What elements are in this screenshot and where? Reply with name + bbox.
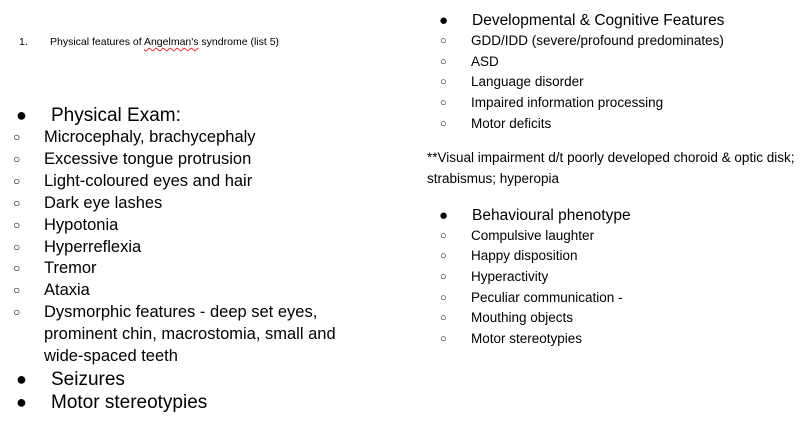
left-column bbox=[0, 104, 400, 414]
list-item-label: Seizures bbox=[51, 368, 125, 390]
hollow-bullet-icon: ○ bbox=[440, 229, 447, 242]
list-item bbox=[0, 258, 344, 280]
hollow-bullet-icon: ○ bbox=[13, 173, 21, 188]
list-item-text: Ataxia bbox=[44, 281, 90, 300]
filled-bullet-icon: ● bbox=[16, 391, 27, 412]
list-item-text: Peculiar communication - bbox=[471, 289, 623, 305]
heading-text-before: Physical features of bbox=[50, 36, 144, 48]
list-item-label: Motor stereotypies bbox=[51, 391, 208, 413]
physical-exam-sublist bbox=[0, 127, 400, 368]
hollow-bullet-icon: ○ bbox=[440, 35, 447, 47]
list-item bbox=[0, 171, 344, 193]
hollow-bullet-icon: ○ bbox=[440, 55, 447, 68]
hollow-bullet-icon: ○ bbox=[13, 151, 21, 166]
list-item-text: ASD bbox=[471, 53, 499, 69]
hollow-bullet-icon: ○ bbox=[440, 76, 447, 89]
list-number: 1. bbox=[19, 36, 28, 48]
list-item-text: Tremor bbox=[44, 259, 97, 278]
list-item-text: Dark eye lashes bbox=[44, 193, 163, 212]
developmental-list bbox=[427, 10, 802, 135]
hollow-bullet-icon: ○ bbox=[13, 195, 21, 210]
list-item bbox=[0, 127, 344, 149]
list-item-text: Excessive tongue protrusion bbox=[44, 149, 252, 168]
list-item-seizures bbox=[0, 368, 400, 391]
list-item-text: Impaired information processing bbox=[471, 95, 664, 111]
list-item bbox=[0, 193, 344, 215]
list-item-text: Hyperreflexia bbox=[44, 237, 142, 256]
hollow-bullet-icon: ○ bbox=[13, 283, 21, 298]
list-item bbox=[427, 226, 802, 247]
physical-exam-sublist-wrapper bbox=[0, 127, 400, 368]
list-item-text: Mouthing objects bbox=[471, 310, 574, 326]
hollow-bullet-icon: ○ bbox=[440, 270, 447, 283]
list-item bbox=[427, 288, 802, 309]
list-item-motor-stereotypies bbox=[0, 391, 400, 414]
hollow-bullet-icon: ○ bbox=[440, 97, 447, 110]
list-item-text: Hyperactivity bbox=[471, 268, 549, 284]
right-column bbox=[427, 10, 802, 350]
list-item bbox=[427, 267, 802, 288]
list-item bbox=[0, 302, 344, 368]
list-item-text: Hypotonia bbox=[44, 215, 119, 234]
list-item bbox=[427, 308, 802, 329]
hollow-bullet-icon: ○ bbox=[440, 312, 447, 325]
hollow-bullet-icon: ○ bbox=[13, 261, 21, 276]
behavioural-sublist-wrapper bbox=[427, 226, 802, 350]
left-main-list bbox=[0, 104, 400, 414]
hollow-bullet-icon: ○ bbox=[13, 130, 21, 144]
list-item bbox=[427, 246, 802, 267]
filled-bullet-icon: ● bbox=[16, 368, 27, 389]
hollow-bullet-icon: ○ bbox=[440, 250, 447, 263]
list-item-text: Dysmorphic features - deep set eyes, prominent chin, macrostomia, small and wide-spaced teeth bbox=[44, 303, 336, 366]
hollow-bullet-icon: ○ bbox=[440, 117, 447, 130]
behavioural-list bbox=[427, 205, 802, 350]
list-item bbox=[427, 114, 802, 135]
list-item-label: Behavioural phenotype bbox=[472, 206, 631, 224]
list-item-text: Language disorder bbox=[471, 74, 584, 90]
list-item bbox=[0, 237, 344, 259]
filled-bullet-icon: ● bbox=[439, 12, 449, 29]
list-item-text: Compulsive laughter bbox=[471, 227, 595, 243]
list-item-developmental bbox=[427, 10, 802, 31]
list-item bbox=[0, 149, 344, 171]
list-item-label: Physical Exam: bbox=[51, 105, 181, 126]
list-item bbox=[427, 31, 802, 52]
hollow-bullet-icon: ○ bbox=[440, 291, 447, 304]
list-item bbox=[0, 280, 344, 302]
hollow-bullet-icon: ○ bbox=[440, 333, 447, 346]
list-item bbox=[427, 93, 802, 114]
numbered-heading bbox=[19, 35, 279, 49]
heading-text-after: syndrome (list 5) bbox=[198, 36, 280, 48]
list-item-physical-exam bbox=[0, 104, 400, 127]
list-item bbox=[427, 52, 802, 73]
filled-bullet-icon: ● bbox=[439, 206, 449, 224]
list-item bbox=[0, 215, 344, 237]
developmental-sublist-wrapper bbox=[427, 31, 802, 135]
list-item-label: Developmental & Cognitive Features bbox=[472, 12, 725, 29]
list-item bbox=[427, 72, 802, 93]
spacer bbox=[427, 189, 802, 205]
spellcheck-word[interactable]: Angelman's bbox=[143, 36, 199, 48]
behavioural-sublist bbox=[427, 226, 802, 350]
list-item-text: Microcephaly, brachycephaly bbox=[44, 128, 256, 146]
list-item-behavioural bbox=[427, 205, 802, 226]
hollow-bullet-icon: ○ bbox=[13, 217, 21, 232]
visual-impairment-note: **Visual impairment d/t poorly developed choroid & optic disk; strabismus; hyperopia bbox=[427, 149, 795, 186]
list-item-text: Motor stereotypies bbox=[471, 331, 583, 347]
developmental-sublist bbox=[427, 31, 802, 135]
hollow-bullet-icon: ○ bbox=[13, 239, 21, 254]
list-item-text: GDD/IDD (severe/profound predominates) bbox=[471, 33, 724, 48]
list-item-text: Motor deficits bbox=[471, 115, 552, 131]
list-item-text: Light-coloured eyes and hair bbox=[44, 171, 253, 190]
hollow-bullet-icon: ○ bbox=[13, 305, 21, 320]
list-item-text: Happy disposition bbox=[471, 248, 578, 264]
list-item bbox=[427, 329, 802, 350]
filled-bullet-icon: ● bbox=[16, 105, 27, 125]
